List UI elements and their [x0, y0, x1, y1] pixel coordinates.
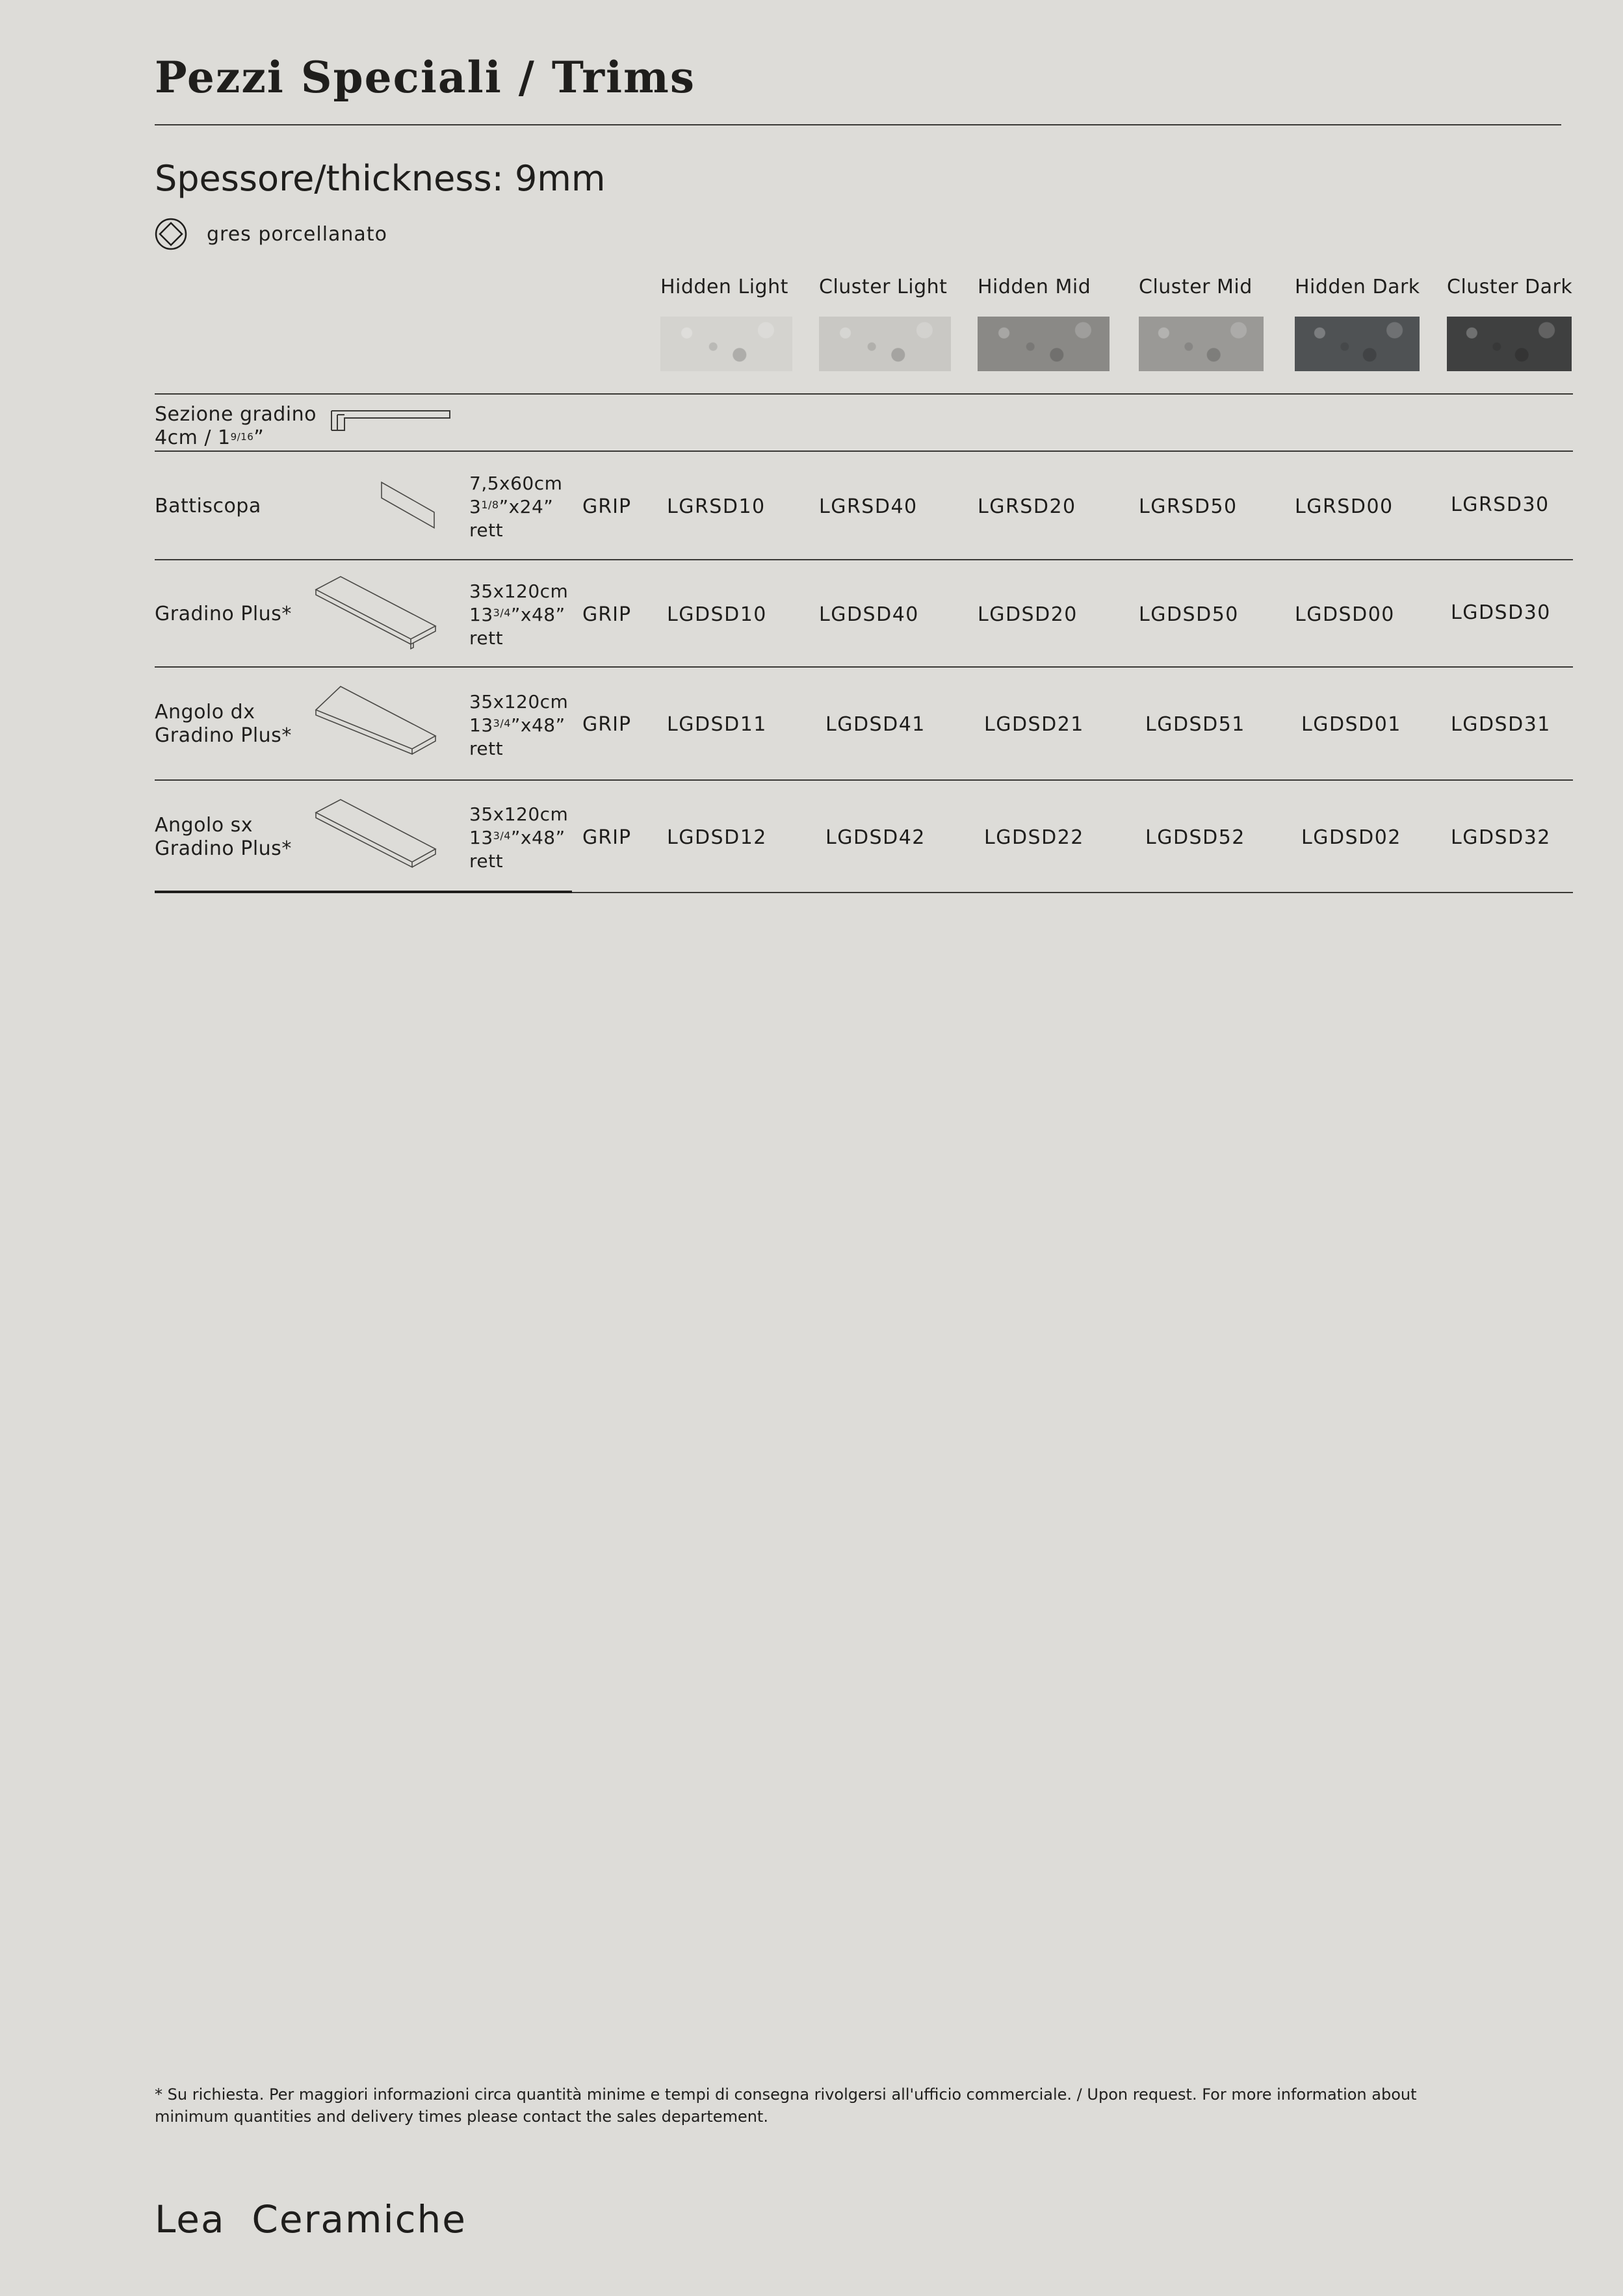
code-cell: LGDSD41 [825, 713, 926, 736]
section-label: Sezione gradino $4cm / 1^{9/16}$” [155, 403, 317, 449]
code-cell: LGDSD30 [1451, 601, 1551, 624]
code-cell: LGDSD40 [819, 603, 919, 626]
finish-gradino-plus: GRIP [582, 603, 632, 626]
step-section-drawing [328, 410, 452, 433]
color-header-hidden-dark: Hidden Dark [1295, 276, 1420, 298]
color-header-hidden-light: Hidden Light [660, 276, 788, 298]
product-name-gradino-plus: Gradino Plus* [155, 603, 292, 625]
size-angolo-dx: 35x120cm $13^{3/4}”x48$” rett [469, 691, 569, 759]
code-cell: LGDSD02 [1301, 826, 1401, 849]
table-divider [155, 779, 1573, 781]
thickness-heading: Spessore/thickness: 9mm [155, 158, 606, 199]
code-cell: LGDSD12 [667, 826, 767, 849]
swatch-cluster-dark [1447, 317, 1572, 371]
porcelain-stoneware-icon [155, 218, 187, 250]
swatch-cluster-light [819, 317, 951, 371]
table-divider [155, 393, 1573, 395]
code-cell: LGDSD50 [1139, 603, 1239, 626]
title-divider [155, 124, 1561, 125]
product-name-angolo-dx: Angolo dx Gradino Plus* [155, 701, 292, 747]
size-battiscopa: 7,5x60cm $3^{1/8}”x24$” rett [469, 473, 563, 541]
page-title: Pezzi Speciali / Trims [155, 52, 696, 103]
finish-angolo-dx: GRIP [582, 713, 632, 736]
table-divider [155, 559, 1573, 560]
corner-left-step-drawing [315, 798, 438, 875]
table-divider [155, 666, 1573, 668]
code-cell: LGDSD52 [1145, 826, 1245, 849]
swatch-hidden-dark [1295, 317, 1420, 371]
step-tile-drawing [315, 575, 438, 651]
corner-right-step-drawing [315, 685, 438, 762]
footnote: * Su richiesta. Per maggiori informazioni circa quantità minime e tempi di consegna rivolgersi all'ufficio commerciale. / Upon request. For more information about minimum quantities and delivery times please contact the sales departement. [155, 2085, 1417, 2126]
code-cell: LGRSD50 [1139, 495, 1238, 518]
code-cell: LGDSD11 [667, 713, 767, 736]
code-cell: LGRSD30 [1451, 493, 1550, 516]
code-cell: LGDSD10 [667, 603, 767, 626]
code-cell: LGRSD40 [819, 495, 918, 518]
swatch-cluster-mid [1139, 317, 1264, 371]
finish-battiscopa: GRIP [582, 495, 632, 518]
code-cell: LGDSD20 [978, 603, 1078, 626]
table-divider [155, 450, 1573, 452]
skirting-drawing [380, 481, 435, 530]
code-cell: LGDSD21 [984, 713, 1084, 736]
color-header-hidden-mid: Hidden Mid [978, 276, 1091, 298]
size-gradino-plus: 35x120cm $13^{3/4}”x48$” rett [469, 581, 569, 649]
product-name-angolo-sx: Angolo sx Gradino Plus* [155, 814, 292, 860]
color-header-cluster-dark: Cluster Dark [1447, 276, 1573, 298]
swatch-hidden-mid [978, 317, 1110, 371]
code-cell: LGRSD20 [978, 495, 1076, 518]
code-cell: LGDSD31 [1451, 713, 1551, 736]
code-cell: LGDSD51 [1145, 713, 1245, 736]
finish-angolo-sx: GRIP [582, 826, 632, 849]
product-name-battiscopa: Battiscopa [155, 495, 261, 517]
code-cell: LGDSD00 [1295, 603, 1395, 626]
table-bottom-accent [155, 891, 572, 893]
material-label: gres porcellanato [207, 222, 387, 246]
color-header-cluster-mid: Cluster Mid [1139, 276, 1253, 298]
swatch-hidden-light [660, 317, 792, 371]
material-info [155, 218, 387, 250]
color-header-cluster-light: Cluster Light [819, 276, 948, 298]
brand-logo: Lea Ceramiche [155, 2197, 467, 2241]
code-cell: LGRSD10 [667, 495, 766, 518]
code-cell: LGDSD32 [1451, 826, 1551, 849]
size-angolo-sx: 35x120cm $13^{3/4}”x48$” rett [469, 803, 569, 872]
code-cell: LGDSD22 [984, 826, 1084, 849]
code-cell: LGDSD01 [1301, 713, 1401, 736]
code-cell: LGDSD42 [825, 826, 926, 849]
code-cell: LGRSD00 [1295, 495, 1394, 518]
